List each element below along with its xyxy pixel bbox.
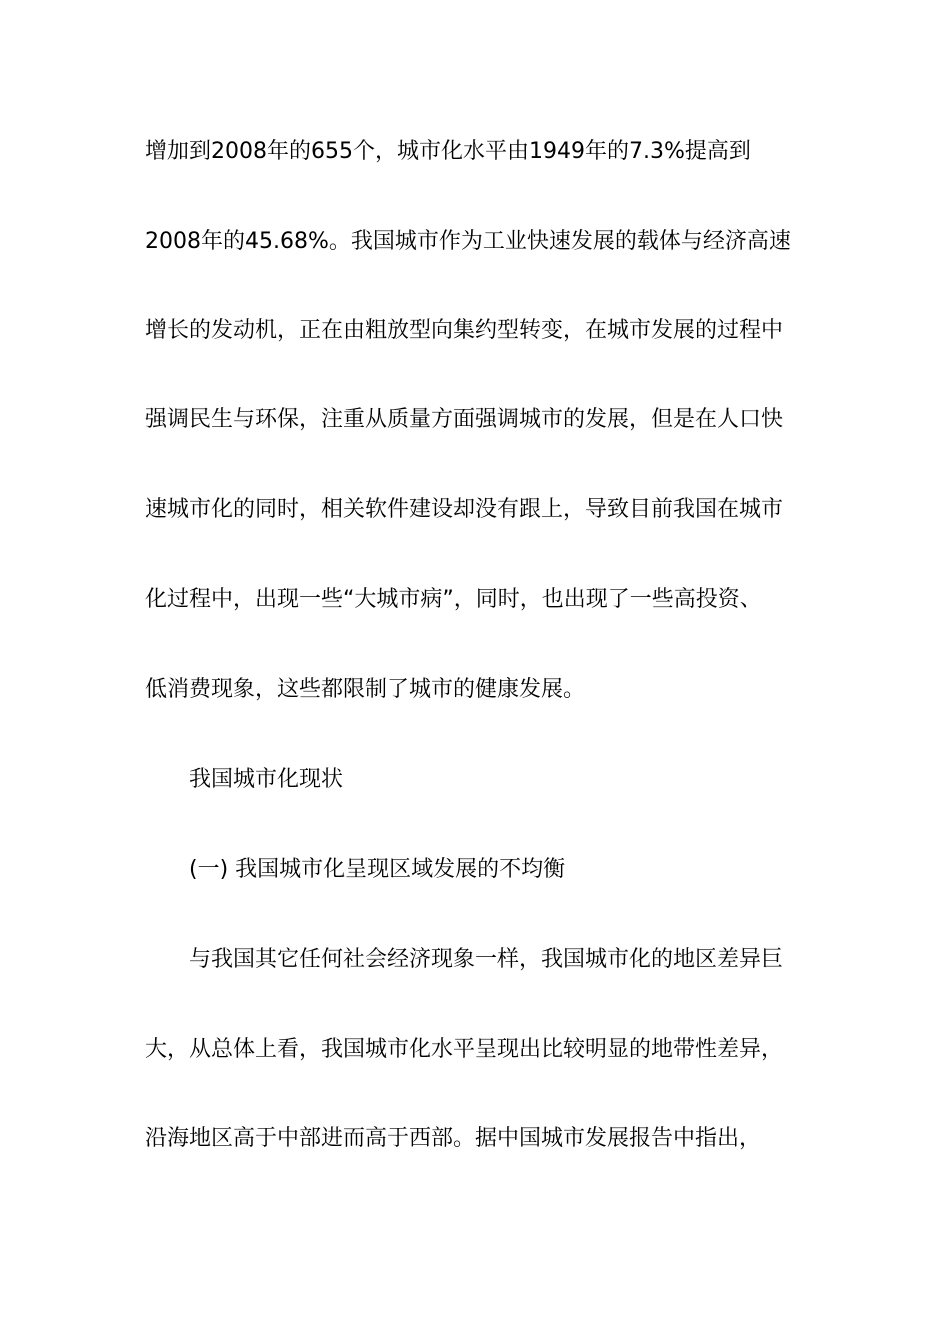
paragraph-line: 低消费现象，这些都限制了城市的健康发展。 <box>145 677 586 702</box>
paragraph-line: 增长的发动机，正在由粗放型向集约型转变，在城市发展的过程中 <box>145 318 784 343</box>
paragraph-line: 速城市化的同时，相关软件建设却没有跟上，导致目前我国在城市 <box>145 497 784 522</box>
subsection-heading: (一) 我国城市化呈现区域发展的不均衡 <box>189 857 566 882</box>
section-heading: 我国城市化现状 <box>189 767 344 792</box>
paragraph-line: 强调民生与环保，注重从质量方面强调城市的发展，但是在人口快 <box>145 407 784 432</box>
paragraph-line: 2008年的45.68%。我国城市作为工业快速发展的载体与经济高速 <box>145 229 791 254</box>
paragraph-line: 与我国其它任何社会经济现象一样，我国城市化的地区差异巨 <box>189 947 784 972</box>
paragraph-line: 化过程中，出现一些“大城市病”，同时，也出现了一些高投资、 <box>145 587 762 612</box>
paragraph-line: 沿海地区高于中部进而高于西部。据中国城市发展报告中指出， <box>145 1126 762 1151</box>
paragraph-line: 大，从总体上看，我国城市化水平呈现出比较明显的地带性差异， <box>145 1037 784 1062</box>
paragraph-line: 增加到2008年的655个，城市化水平由1949年的7.3%提高到 <box>145 139 751 164</box>
